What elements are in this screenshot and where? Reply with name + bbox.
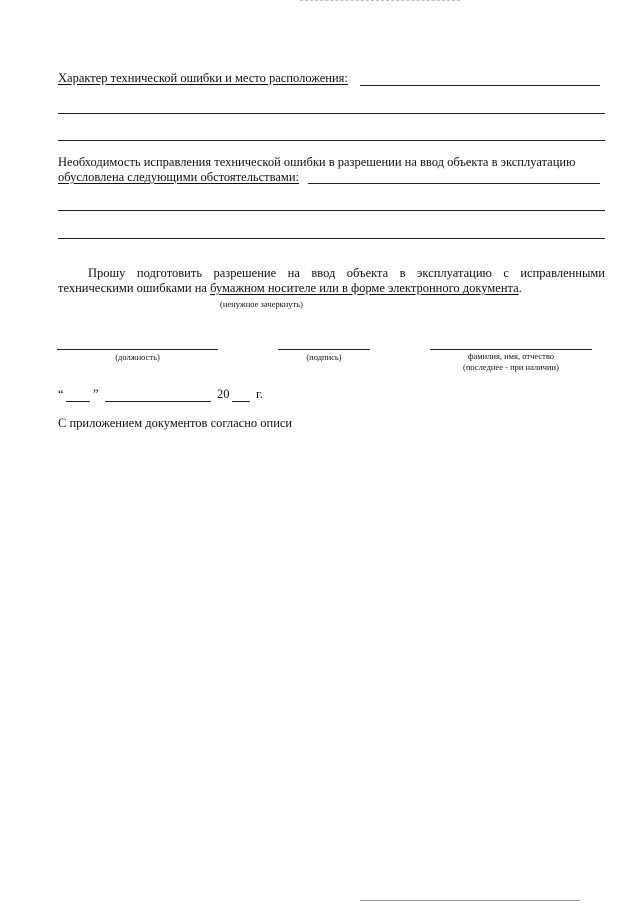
necessity-field-line-3[interactable] (58, 238, 605, 239)
necessity-text-line-1: Необходимость исправления технической ошибки в разрешении на ввод объекта в эксплуатацию (58, 155, 576, 169)
request-text-suffix: . (518, 281, 522, 295)
attachments-note: С приложением документов согласно описи (58, 416, 293, 430)
necessity-text-line-2: обусловлена следующими обстоятельствами: (58, 170, 299, 184)
full-name-field-line[interactable] (430, 349, 592, 350)
position-field-line[interactable] (57, 349, 218, 350)
full-name-caption-line-1: фамилия, имя, отчество (467, 351, 555, 361)
scan-edge-top (300, 0, 460, 1)
strike-note: (ненужное зачеркнуть) (220, 299, 303, 309)
signature-caption: (подпись) (306, 352, 342, 362)
necessity-field-line-2[interactable] (58, 210, 605, 211)
error-nature-field-line-3[interactable] (58, 140, 605, 141)
date-month-field[interactable] (105, 401, 211, 402)
scan-edge-bottom (360, 900, 580, 901)
error-nature-label: Характер технической ошибки и место расположения: (58, 71, 348, 85)
date-open-quote: “ (58, 387, 64, 401)
date-year-field[interactable] (232, 401, 250, 402)
full-name-caption-line-2: (последнее - при наличии) (463, 362, 559, 372)
error-nature-field-line-2[interactable] (58, 113, 605, 114)
request-text-line-1: Прошу подготовить разрешение на ввод объекта в эксплуатацию с исправленными (88, 266, 605, 280)
necessity-field-line-1[interactable] (308, 183, 600, 184)
date-close-quote: ” (93, 387, 99, 401)
date-year-suffix: г. (256, 387, 263, 401)
request-text-prefix: техническими ошибками на (58, 281, 211, 295)
date-year-prefix: 20 (217, 387, 230, 401)
position-caption: (должность) (115, 352, 160, 362)
format-option-selection[interactable]: бумажном носителе или в форме электронного документа (210, 281, 519, 295)
request-text-line-2 (58, 281, 522, 296)
error-nature-field-line-1[interactable] (360, 85, 600, 86)
signature-field-line[interactable] (278, 349, 370, 350)
date-day-field[interactable] (66, 401, 90, 402)
